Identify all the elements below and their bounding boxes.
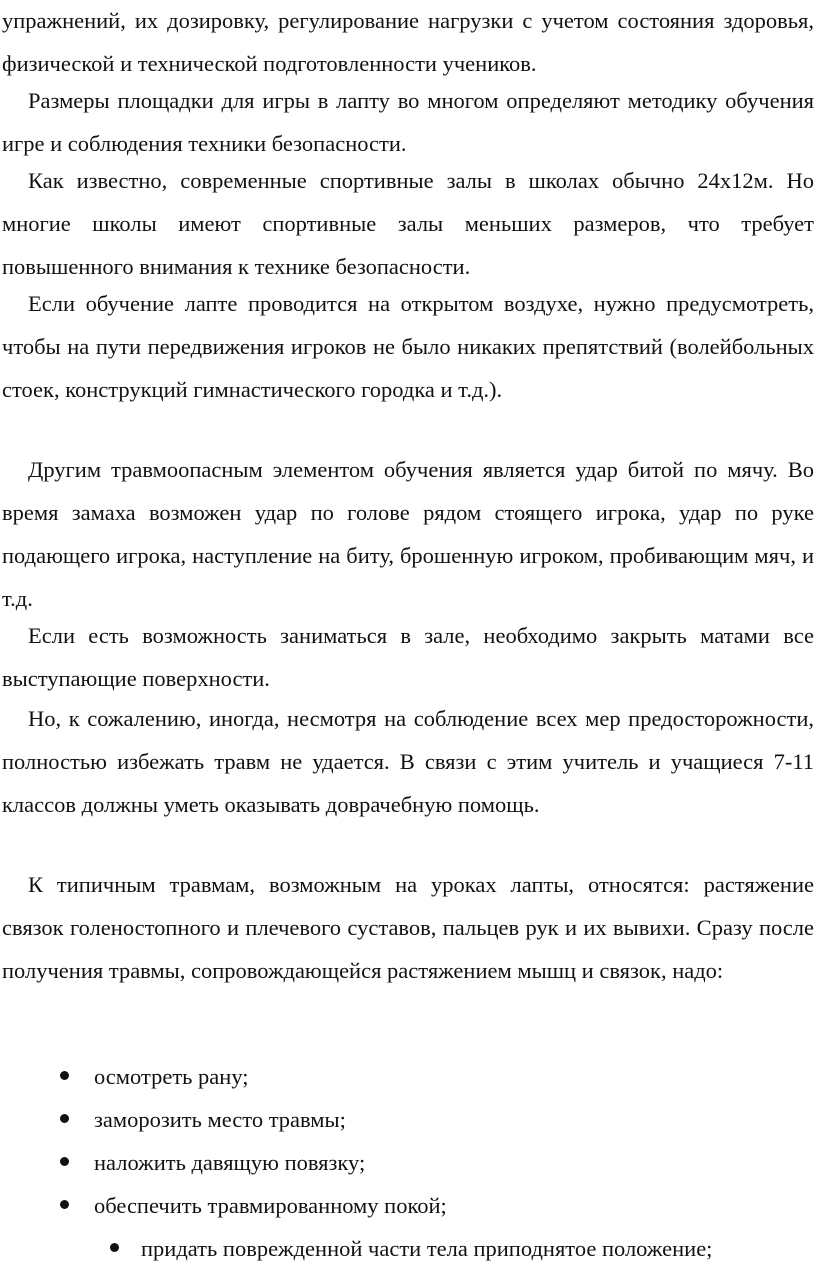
list-item-text: заморозить место травмы;: [94, 1107, 346, 1132]
list-item-text: осмотреть рану;: [94, 1064, 249, 1089]
bullet-icon: [60, 1071, 69, 1080]
paragraph-outdoor-training: Если обучение лапте проводится на открытом воздухе, нужно предусмотреть, чтобы на пути передвижения игроков не было никаких препятствий (волейбольных стоек, конструкций гимнастического городка и т.д.).: [2, 291, 814, 402]
paragraph-load-regulation: упражнений, их дозировку, регулирование нагрузки с учетом состояния здоровья, физической и технической подготовленности учеников.: [2, 8, 814, 76]
list-item: [0, 1098, 816, 1141]
paragraph-playground-size: Размеры площадки для игры в лапту во многом определяют методику обучения игре и соблюдения техники безопасности.: [2, 88, 814, 156]
bullet-icon: [60, 1114, 69, 1123]
list-item: [0, 1055, 816, 1098]
list-item: [0, 1184, 816, 1227]
paragraph-typical-injuries: К типичным травмам, возможным на уроках лапты, относятся: растяжение связок голеностопного и плечевого суставов, пальцев рук и их вывихи. Сразу после получения травмы, сопровождающейся растяжением мышц и связок, надо:: [2, 872, 814, 983]
bullet-icon: [110, 1243, 119, 1252]
paragraph-gym-size: Как известно, современные спортивные залы в школах обычно 24х12м. Но многие школы имеют спортивные залы меньших размеров, что требует повышенного внимания к технике безопасности.: [2, 168, 814, 279]
list-item-text: наложить давящую повязку;: [94, 1150, 366, 1175]
bullet-icon: [60, 1200, 69, 1209]
bullet-icon: [60, 1157, 69, 1166]
sub-list-item: [0, 1227, 816, 1270]
list-item: [0, 1141, 816, 1184]
paragraph-gym-mats: Если есть возможность заниматься в зале, необходимо закрыть матами все выступающие поверхности.: [2, 623, 814, 691]
paragraph-first-aid-need: Но, к сожалению, иногда, несмотря на соблюдение всех мер предосторожности, полностью избежать травм не удается. В связи с этим учитель и учащиеся 7-11 классов должны уметь оказывать доврачебную помощь.: [2, 706, 814, 817]
first-aid-steps-list: [0, 1055, 816, 1270]
list-item-text: обеспечить травмированному покой;: [94, 1193, 447, 1218]
list-item-text: придать поврежденной части тела приподнятое положение;: [141, 1236, 713, 1261]
paragraph-bat-strike-hazard: Другим травмоопасным элементом обучения является удар битой по мячу. Во время замаха возможен удар по голове рядом стоящего игрока, удар по руке подающего игрока, наступление на биту, брошенную игроком, пробивающим мяч, и т.д.: [2, 457, 814, 611]
